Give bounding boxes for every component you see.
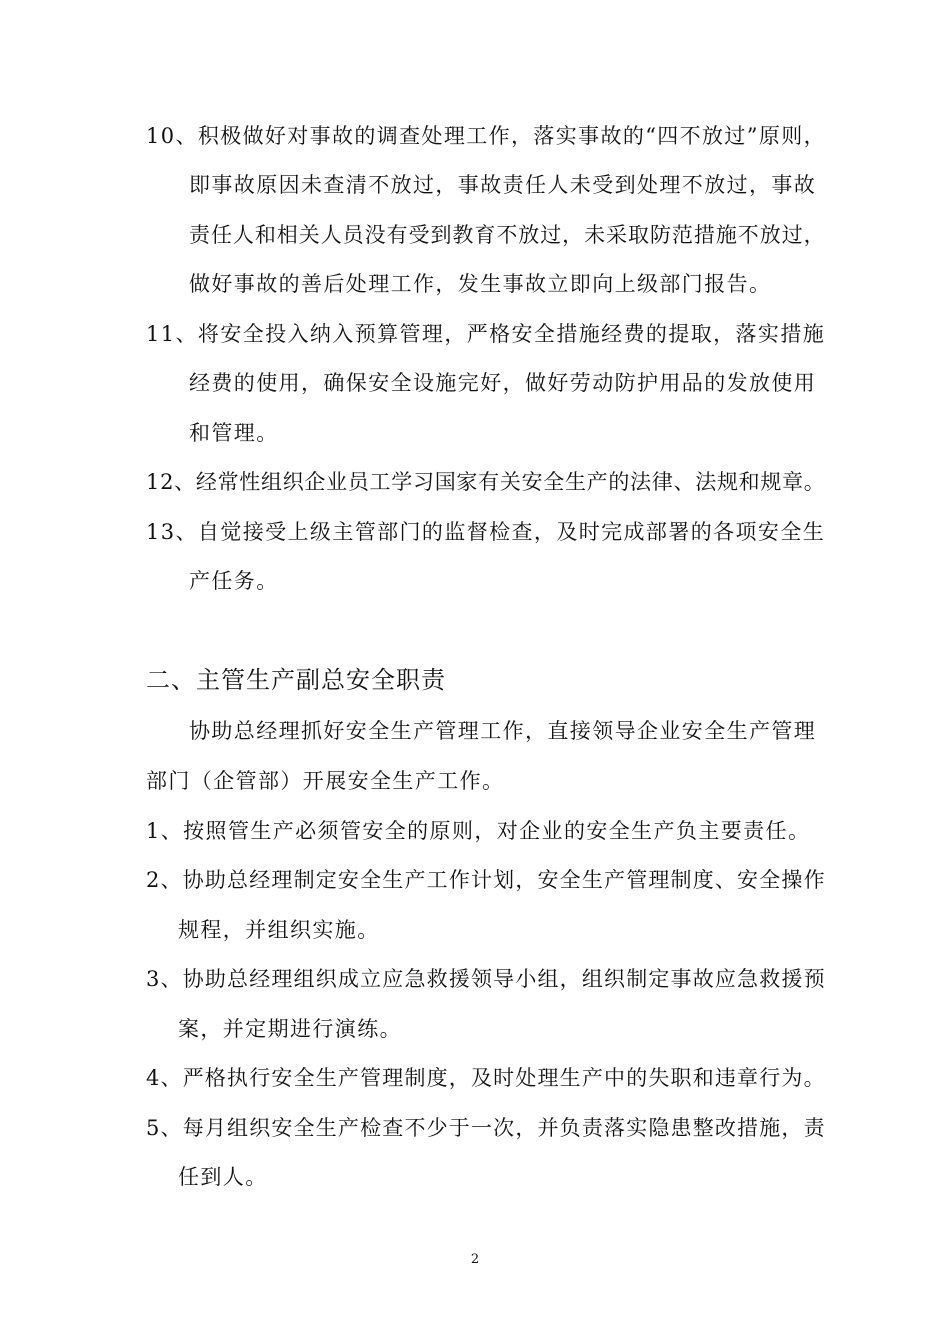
duty-5-line-2: 任到人。 <box>178 1165 268 1189</box>
page-number: 2 <box>470 1252 480 1267</box>
section-intro-line-1: 协助总经理抓好安全生产管理工作，直接领导企业安全生产管理 <box>189 719 817 743</box>
item-11-line-3: 和管理。 <box>189 421 279 445</box>
duty-4-line-1: 4、严格执行安全生产管理制度，及时处理生产中的失职和违章行为。 <box>146 1066 826 1090</box>
duty-2-line-2: 规程，并组织实施。 <box>178 918 380 942</box>
duty-5-line-1: 5、每月组织安全生产检查不少于一次，并负责落实隐患整改措施，责 <box>146 1116 826 1140</box>
item-10-line-2: 即事故原因未查清不放过，事故责任人未受到处理不放过，事故 <box>189 173 817 197</box>
item-10-line-4: 做好事故的善后处理工作，发生事故立即向上级部门报告。 <box>189 272 772 296</box>
section-intro-line-2: 部门（企管部）开展安全生产工作。 <box>146 769 505 793</box>
item-13-line-1: 13、自觉接受上级主管部门的监督检查，及时完成部署的各项安全生 <box>146 520 826 544</box>
duty-3-line-1: 3、协助总经理组织成立应急救援领导小组，组织制定事故应急救援预 <box>146 967 826 991</box>
duty-2-line-1: 2、协助总经理制定安全生产工作计划，安全生产管理制度、安全操作 <box>146 868 826 892</box>
item-13-line-2: 产任务。 <box>189 569 279 593</box>
item-11-line-2: 经费的使用，确保安全设施完好，做好劳动防护用品的发放使用 <box>189 371 817 395</box>
item-12-line-1: 12、经常性组织企业员工学习国家有关安全生产的法律、法规和规章。 <box>146 470 826 494</box>
item-10-line-3: 责任人和相关人员没有受到教育不放过，未采取防范措施不放过， <box>189 223 826 247</box>
item-11-line-1: 11、将安全投入纳入预算管理，严格安全措施经费的提取，落实措施 <box>146 322 826 346</box>
item-10-line-1: 10、积极做好对事故的调查处理工作，落实事故的“四不放过”原则， <box>146 124 826 148</box>
duty-1-line-1: 1、按照管生产必须管安全的原则，对企业的安全生产负主要责任。 <box>146 819 811 843</box>
section-heading: 二、主管生产副总安全职责 <box>146 666 446 694</box>
duty-3-line-2: 案，并定期进行演练。 <box>178 1017 402 1041</box>
